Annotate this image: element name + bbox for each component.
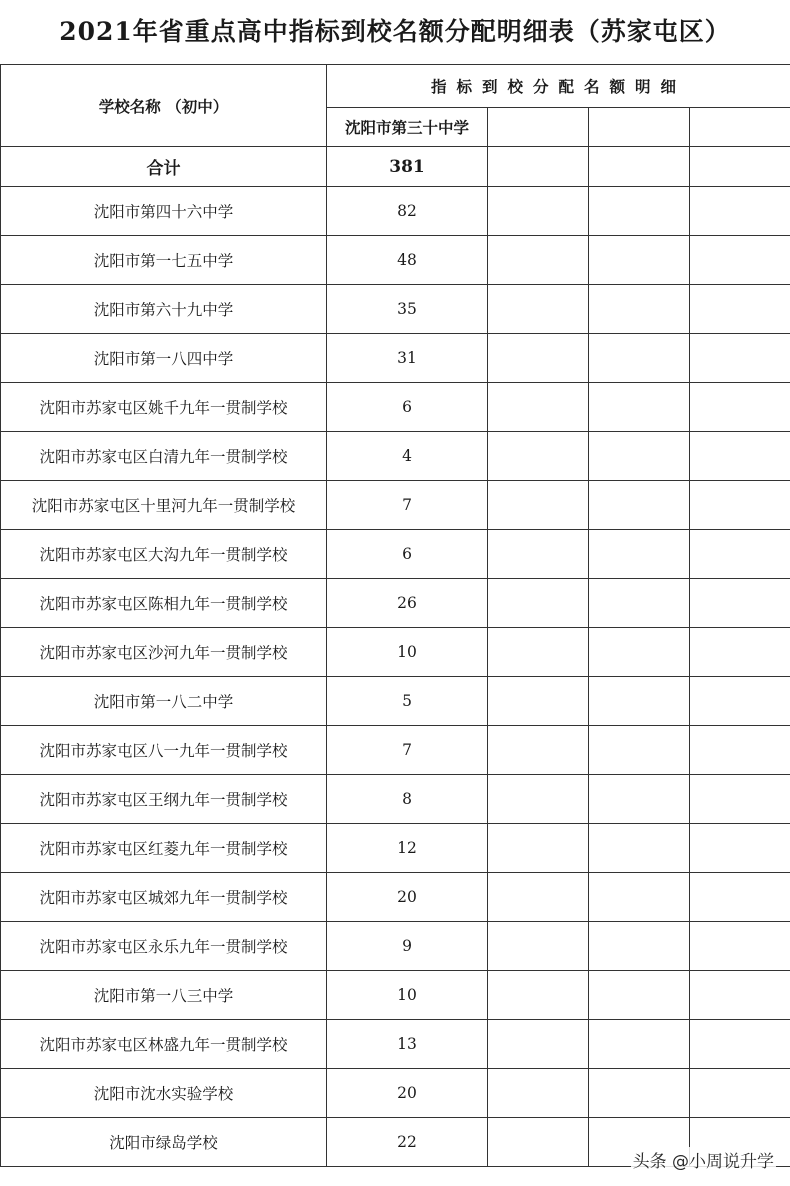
empty-cell [690, 187, 790, 236]
empty-cell [589, 147, 690, 187]
empty-cell [488, 1020, 589, 1069]
school-name-cell: 沈阳市苏家屯区永乐九年一贯制学校 [1, 922, 327, 971]
table-row [1, 677, 790, 726]
empty-cell [690, 1069, 790, 1118]
empty-cell [690, 873, 790, 922]
table-row [1, 481, 790, 530]
empty-cell [589, 873, 690, 922]
total-label: 合计 [1, 147, 327, 187]
empty-cell [690, 922, 790, 971]
quota-value-cell: 4 [327, 432, 488, 481]
empty-cell [690, 1020, 790, 1069]
quota-value-cell: 31 [327, 334, 488, 383]
table-row [1, 1020, 790, 1069]
table-row [1, 187, 790, 236]
empty-cell [488, 187, 589, 236]
school-name-cell: 沈阳市苏家屯区城郊九年一贯制学校 [1, 873, 327, 922]
quota-value-cell: 5 [327, 677, 488, 726]
empty-cell [589, 187, 690, 236]
school-name-cell: 沈阳市苏家屯区八一九年一贯制学校 [1, 726, 327, 775]
school-name-cell: 沈阳市苏家屯区大沟九年一贯制学校 [1, 530, 327, 579]
school-name-cell: 沈阳市绿岛学校 [1, 1118, 327, 1167]
school-name-cell: 沈阳市第一八二中学 [1, 677, 327, 726]
empty-cell [589, 383, 690, 432]
empty-cell [488, 383, 589, 432]
empty-cell [488, 147, 589, 187]
quota-value-cell: 10 [327, 971, 488, 1020]
empty-cell [488, 873, 589, 922]
school-name-cell: 沈阳市第一七五中学 [1, 236, 327, 285]
empty-cell [589, 628, 690, 677]
empty-cell [690, 481, 790, 530]
table-row [1, 873, 790, 922]
quota-value-cell: 48 [327, 236, 488, 285]
detail-group-header: 指标到校分配名额明细 [327, 65, 790, 108]
school-name-cell: 沈阳市苏家屯区林盛九年一贯制学校 [1, 1020, 327, 1069]
empty-cell [589, 334, 690, 383]
empty-cell [589, 726, 690, 775]
school-name-cell: 沈阳市苏家屯区姚千九年一贯制学校 [1, 383, 327, 432]
quota-value-cell: 7 [327, 481, 488, 530]
empty-cell [488, 628, 589, 677]
total-row [1, 147, 790, 187]
empty-cell [690, 383, 790, 432]
table-row [1, 530, 790, 579]
empty-cell [488, 824, 589, 873]
empty-cell [690, 971, 790, 1020]
empty-cell [589, 285, 690, 334]
empty-cell [589, 1020, 690, 1069]
empty-cell [690, 236, 790, 285]
empty-column-header [589, 108, 690, 147]
table-row [1, 726, 790, 775]
empty-cell [488, 579, 589, 628]
empty-cell [488, 334, 589, 383]
school-name-cell: 沈阳市第四十六中学 [1, 187, 327, 236]
empty-cell [690, 285, 790, 334]
school-name-cell: 沈阳市苏家屯区红菱九年一贯制学校 [1, 824, 327, 873]
empty-cell [690, 677, 790, 726]
empty-cell [589, 481, 690, 530]
empty-cell [488, 236, 589, 285]
empty-cell [488, 432, 589, 481]
empty-cell [488, 971, 589, 1020]
quota-value-cell: 35 [327, 285, 488, 334]
total-value: 381 [327, 147, 488, 187]
empty-cell [589, 824, 690, 873]
empty-cell [589, 1069, 690, 1118]
empty-cell [488, 285, 589, 334]
quota-value-cell: 20 [327, 873, 488, 922]
empty-cell [589, 922, 690, 971]
page-title: 2021年省重点高中指标到校名额分配明细表（苏家屯区） [59, 17, 731, 46]
table-row [1, 775, 790, 824]
table-row [1, 285, 790, 334]
empty-cell [690, 824, 790, 873]
quota-value-cell: 26 [327, 579, 488, 628]
empty-cell [589, 579, 690, 628]
quota-value-cell: 22 [327, 1118, 488, 1167]
quota-value-cell: 20 [327, 1069, 488, 1118]
empty-cell [589, 775, 690, 824]
empty-cell [488, 922, 589, 971]
school-name-cell: 沈阳市苏家屯区沙河九年一贯制学校 [1, 628, 327, 677]
table-row [1, 236, 790, 285]
empty-cell [690, 775, 790, 824]
school-name-cell: 沈阳市沈水实验学校 [1, 1069, 327, 1118]
quota-value-cell: 13 [327, 1020, 488, 1069]
empty-cell [690, 334, 790, 383]
table-row [1, 628, 790, 677]
empty-cell [690, 530, 790, 579]
quota-value-cell: 6 [327, 383, 488, 432]
table-row [1, 432, 790, 481]
empty-column-header [690, 108, 790, 147]
empty-column-header [488, 108, 589, 147]
empty-cell [488, 1118, 589, 1167]
quota-value-cell: 12 [327, 824, 488, 873]
empty-cell [690, 628, 790, 677]
empty-cell [488, 775, 589, 824]
header-row [1, 65, 790, 108]
quota-table [0, 64, 790, 1167]
empty-cell [690, 147, 790, 187]
school-name-cell: 沈阳市苏家屯区白清九年一贯制学校 [1, 432, 327, 481]
watermark: 头条 @小周说升学 [631, 1147, 776, 1172]
empty-cell [690, 579, 790, 628]
table-row [1, 824, 790, 873]
empty-cell [589, 236, 690, 285]
table-row [1, 922, 790, 971]
quota-column-header: 沈阳市第三十中学 [327, 108, 488, 147]
school-name-cell: 沈阳市第六十九中学 [1, 285, 327, 334]
table-row [1, 1069, 790, 1118]
school-name-cell: 沈阳市苏家屯区十里河九年一贯制学校 [1, 481, 327, 530]
empty-cell [690, 432, 790, 481]
table-row [1, 971, 790, 1020]
empty-cell [589, 432, 690, 481]
empty-cell [488, 530, 589, 579]
quota-value-cell: 6 [327, 530, 488, 579]
empty-cell [690, 726, 790, 775]
empty-cell [589, 677, 690, 726]
school-name-cell: 沈阳市苏家屯区陈相九年一贯制学校 [1, 579, 327, 628]
empty-cell [488, 677, 589, 726]
empty-cell [589, 971, 690, 1020]
table-row [1, 383, 790, 432]
quota-value-cell: 10 [327, 628, 488, 677]
empty-cell [488, 1069, 589, 1118]
quota-value-cell: 9 [327, 922, 488, 971]
school-name-cell: 沈阳市第一八四中学 [1, 334, 327, 383]
empty-cell [589, 530, 690, 579]
empty-cell [488, 481, 589, 530]
empty-cell [488, 726, 589, 775]
table-row [1, 579, 790, 628]
quota-value-cell: 8 [327, 775, 488, 824]
school-name-cell: 沈阳市第一八三中学 [1, 971, 327, 1020]
quota-value-cell: 7 [327, 726, 488, 775]
table-row [1, 334, 790, 383]
quota-value-cell: 82 [327, 187, 488, 236]
school-name-header: 学校名称 （初中） [1, 65, 327, 147]
school-name-cell: 沈阳市苏家屯区王纲九年一贯制学校 [1, 775, 327, 824]
